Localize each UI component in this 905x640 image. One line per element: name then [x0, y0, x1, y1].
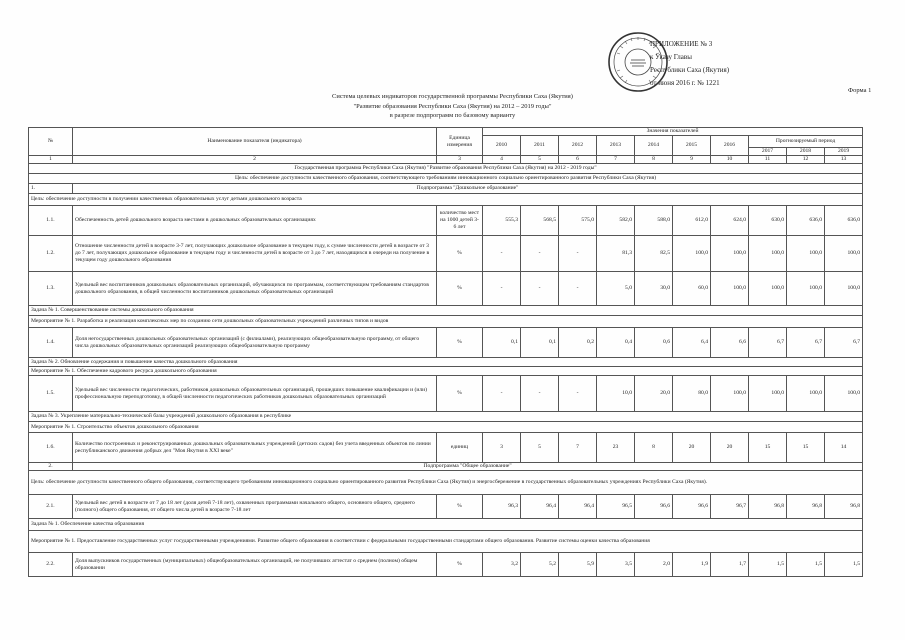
- row-value: 20,0: [635, 376, 673, 412]
- row-value: 1,7: [711, 553, 749, 577]
- table-row: [29, 553, 863, 577]
- task-label: Задача № 2. Обновление содержания и повышение качества дошкольного образования: [29, 358, 863, 367]
- program-goal-row: [29, 174, 863, 184]
- measure-row: [29, 531, 863, 553]
- col-num: 4: [483, 156, 521, 164]
- col-num: 12: [787, 156, 825, 164]
- col-num: 10: [711, 156, 749, 164]
- row-value: 100,0: [825, 376, 863, 412]
- indicators-table: [28, 127, 863, 577]
- header-forecast-year: 2019: [825, 148, 863, 156]
- header-year: 2014: [635, 136, 673, 156]
- row-value: -: [559, 376, 597, 412]
- row-value: 5,2: [521, 553, 559, 577]
- task-label: Задача № 1. Совершенствование системы дошкольного образования: [29, 306, 863, 316]
- row-value: 100,0: [749, 376, 787, 412]
- subprogram-title: Подпрограмма "Общее образование": [73, 463, 863, 471]
- row-unit: %: [437, 272, 483, 306]
- row-unit: %: [437, 376, 483, 412]
- row-value: 100,0: [749, 236, 787, 272]
- row-value: 3,2: [483, 553, 521, 577]
- row-value: 575,0: [559, 206, 597, 236]
- row-name: Удельный вес численности педагогических, работников дошкольных образовательных организаций, прошедших повышение квалификации и (или) профессиональную переподготовку, в общей численности педагогических работников дошкольных образовательных организаций: [73, 376, 437, 412]
- row-value: 100,0: [749, 272, 787, 306]
- row-value: 630,0: [749, 206, 787, 236]
- col-num: 8: [635, 156, 673, 164]
- col-num: 13: [825, 156, 863, 164]
- task-row: [29, 412, 863, 422]
- row-value: -: [483, 272, 521, 306]
- row-value: 80,0: [673, 376, 711, 412]
- row-value: 2,0: [635, 553, 673, 577]
- row-value: 0,2: [559, 328, 597, 358]
- row-value: 1,5: [787, 553, 825, 577]
- task-label: Задача № 1. Обеспечение качества образования: [29, 519, 863, 531]
- program-row: [29, 164, 863, 174]
- title-line-3: в разрезе подпрограмм по базовому варианту: [389, 112, 516, 119]
- col-num: 7: [597, 156, 635, 164]
- row-unit: единиц: [437, 433, 483, 463]
- row-value: 30,0: [635, 272, 673, 306]
- program-goal: Цель: обеспечение доступности качественного образования, соответствующего требованиям инновационного социально ориентированного развития Республики Саха (Якутия): [29, 174, 863, 184]
- row-value: 81,3: [597, 236, 635, 272]
- row-value: 100,0: [825, 272, 863, 306]
- row-value: 100,0: [787, 376, 825, 412]
- row-unit: %: [437, 236, 483, 272]
- row-name: Количество построенных и реконструированных дошкольных образовательных учреждений (детских садов) без учета введенных объектов по линии республиканского движения добрых дел "Моя Якутия в XXI веке": [73, 433, 437, 463]
- row-num: 1.6.: [29, 433, 73, 463]
- header-num: №: [29, 128, 73, 156]
- row-value: 23: [597, 433, 635, 463]
- row-value: 3,5: [597, 553, 635, 577]
- annex-line-date: от июня 2016 г. № 1221: [650, 79, 720, 87]
- col-num: 11: [749, 156, 787, 164]
- measure-label: Мероприятие № 1. Обеспечение кадрового ресурса дошкольного образования: [29, 367, 863, 376]
- row-num: 1.1.: [29, 206, 73, 236]
- row-value: 20: [711, 433, 749, 463]
- row-value: 588,0: [635, 206, 673, 236]
- row-value: 5,0: [597, 272, 635, 306]
- row-value: 0,1: [521, 328, 559, 358]
- col-num: 1: [29, 156, 73, 164]
- row-value: 15: [749, 433, 787, 463]
- subprogram-title: Подпрограмма "Дошкольное образование": [73, 184, 863, 194]
- measure-label: Мероприятие № 1. Предоставление государственных услуг государственными учреждениями. Развитие общего образования в соответствии с федеральными государственными стандартами общего образования. Развитие системы оценки качества образования: [29, 531, 863, 553]
- row-name: Удельный вес воспитанников дошкольных образовательных организаций, обучающихся по программам, соответствующим требованиям стандартов дошкольного образования, в общей численности воспитанников дошкольных образовательных организаций: [73, 272, 437, 306]
- row-value: 14: [825, 433, 863, 463]
- annex-title: ПРИЛОЖЕНИЕ № 3: [650, 40, 713, 48]
- measure-label: Мероприятие № 1. Разработка и реализация комплексных мер по созданию сети дошкольных образовательных учреждений различных типов и видов: [29, 316, 863, 328]
- row-value: 82,5: [635, 236, 673, 272]
- header-forecast-year: 2018: [787, 148, 825, 156]
- subprogram-num: 2.: [29, 463, 73, 471]
- row-value: 6,7: [749, 328, 787, 358]
- col-num: 3: [437, 156, 483, 164]
- row-value: 636,0: [825, 206, 863, 236]
- header-row: [29, 128, 863, 136]
- row-value: 6,7: [787, 328, 825, 358]
- row-value: 96,6: [673, 495, 711, 519]
- table-row: [29, 376, 863, 412]
- measure-label: Мероприятие № 1. Строительство объектов дошкольного образования: [29, 422, 863, 433]
- row-value: 1,5: [825, 553, 863, 577]
- header-year: 2016: [711, 136, 749, 156]
- goal-row: [29, 194, 863, 206]
- header-year: 2013: [597, 136, 635, 156]
- row-num: 1.3.: [29, 272, 73, 306]
- row-num: 2.2.: [29, 553, 73, 577]
- row-value: 100,0: [711, 376, 749, 412]
- row-value: 96,8: [825, 495, 863, 519]
- row-value: 100,0: [711, 272, 749, 306]
- row-value: 5: [521, 433, 559, 463]
- row-value: 10,0: [597, 376, 635, 412]
- row-value: 96,8: [749, 495, 787, 519]
- measure-row: [29, 422, 863, 433]
- row-num: 1.2.: [29, 236, 73, 272]
- row-value: 100,0: [711, 236, 749, 272]
- program-title: Государственная программа Республики Саха (Якутия) "Развитие образования Республики Саха (Якутия) на 2012 - 2019 годы": [29, 164, 863, 174]
- header-forecast: Прогнозируемый период: [749, 136, 863, 148]
- row-value: 582,0: [597, 206, 635, 236]
- subprogram-row: [29, 463, 863, 471]
- title-line-1: Система целевых индикаторов государственной программы Республики Саха (Якутия): [332, 93, 573, 100]
- col-num: 5: [521, 156, 559, 164]
- row-value: 20: [673, 433, 711, 463]
- goal-row: [29, 471, 863, 495]
- row-value: 1,5: [749, 553, 787, 577]
- row-value: 7: [559, 433, 597, 463]
- row-value: 624,0: [711, 206, 749, 236]
- col-num: 9: [673, 156, 711, 164]
- row-unit: %: [437, 553, 483, 577]
- row-value: 96,4: [559, 495, 597, 519]
- row-value: -: [559, 236, 597, 272]
- row-value: 5,9: [559, 553, 597, 577]
- row-value: -: [559, 272, 597, 306]
- row-name: Удельный вес детей в возрасте от 7 до 18 лет (доля детей 7-18 лет), охваченных программами начального общего, основного общего, среднего (полного) общего образования, от общего числа детей в возрасте 7-18 лет: [73, 495, 437, 519]
- row-value: 60,0: [673, 272, 711, 306]
- row-value: 100,0: [787, 272, 825, 306]
- header-forecast-year: 2017: [749, 148, 787, 156]
- table-row: [29, 272, 863, 306]
- subprogram-row: [29, 184, 863, 194]
- row-value: 100,0: [673, 236, 711, 272]
- measure-row: [29, 367, 863, 376]
- row-value: 6,7: [825, 328, 863, 358]
- row-value: 100,0: [825, 236, 863, 272]
- row-value: 0,4: [597, 328, 635, 358]
- subprogram-num: 1.: [29, 184, 73, 194]
- row-value: 96,3: [483, 495, 521, 519]
- row-value: 0,1: [483, 328, 521, 358]
- annex-line-decree: к Указу Главы: [650, 53, 692, 61]
- task-row: [29, 306, 863, 316]
- table-row: [29, 236, 863, 272]
- row-value: -: [521, 272, 559, 306]
- row-num: 2.1.: [29, 495, 73, 519]
- table-row: [29, 206, 863, 236]
- form-label: Форма 1: [848, 87, 872, 94]
- row-value: 636,0: [787, 206, 825, 236]
- row-value: 6,6: [711, 328, 749, 358]
- row-value: 96,8: [787, 495, 825, 519]
- row-num: 1.4.: [29, 328, 73, 358]
- col-num: 6: [559, 156, 597, 164]
- table-row: [29, 433, 863, 463]
- row-unit: %: [437, 328, 483, 358]
- row-num: 1.5.: [29, 376, 73, 412]
- row-value: 3: [483, 433, 521, 463]
- header-year: 2015: [673, 136, 711, 156]
- row-value: -: [483, 376, 521, 412]
- row-value: 6,4: [673, 328, 711, 358]
- annex-line-republic: Республики Саха (Якутия): [650, 66, 730, 74]
- row-name: Доля негосударственных дошкольных образовательных организаций (с филиалами), реализующих общеобразовательную программу, от общего числа дошкольных образовательных организаций реализующих общеобразовательную программу: [73, 328, 437, 358]
- row-value: -: [483, 236, 521, 272]
- row-value: 15: [787, 433, 825, 463]
- column-numbers-row: [29, 156, 863, 164]
- row-value: 96,4: [521, 495, 559, 519]
- subprogram-goal: Цель: обеспечение доступности в получении качественных образовательных услуг детьми дошкольного возраста: [29, 194, 863, 206]
- row-value: -: [521, 236, 559, 272]
- row-value: 555,3: [483, 206, 521, 236]
- header-year: 2012: [559, 136, 597, 156]
- row-name: Обеспеченность детей дошкольного возраста местами в дошкольных образовательных организациях: [73, 206, 437, 236]
- row-value: 612,0: [673, 206, 711, 236]
- row-name: Отношение численности детей в возрасте 3-7 лет, получающих дошкольное образование в текущем году, к сумме численности детей в возрасте от 3 до 7 лет, получающих дошкольное образование в текущем году и численности детей в возрасте от 3 до 7 лет, находящихся в очереди на получение в текущем году дошкольного образования: [73, 236, 437, 272]
- header-values: Значения показателей: [483, 128, 863, 136]
- header-year: 2011: [521, 136, 559, 156]
- header-name: Наименование показателя (индикатора): [73, 128, 437, 156]
- annex-block: [650, 38, 729, 90]
- row-value: 96,6: [635, 495, 673, 519]
- subprogram-goal: Цель: обеспечение доступности качественного общего образования, соответствующего требованиям инновационного социально ориентированного развития Республики Саха (Якутия) и энергосбережение в государственных образовательных учреждениях Республики Саха (Якутия).: [29, 471, 863, 495]
- document-title: [0, 92, 905, 121]
- row-value: -: [521, 376, 559, 412]
- header-year: 2010: [483, 136, 521, 156]
- row-value: 8: [635, 433, 673, 463]
- task-row: [29, 519, 863, 531]
- task-row: [29, 358, 863, 367]
- row-unit: %: [437, 495, 483, 519]
- table-row: [29, 495, 863, 519]
- col-num: 2: [73, 156, 437, 164]
- table-row: [29, 328, 863, 358]
- title-line-2: "Развитие образования Республики Саха (Якутия) на 2012 – 2019 годы": [353, 102, 552, 110]
- task-label: Задача № 3. Укрепление материально-технической базы учреждений дошкольного образования в республике: [29, 412, 863, 422]
- measure-row: [29, 316, 863, 328]
- row-unit: количество мест на 1000 детей 3-6 лет: [437, 206, 483, 236]
- row-value: 0,6: [635, 328, 673, 358]
- row-value: 568,5: [521, 206, 559, 236]
- header-unit: Единица измерения: [437, 128, 483, 156]
- row-value: 100,0: [787, 236, 825, 272]
- row-value: 96,7: [711, 495, 749, 519]
- row-value: 96,5: [597, 495, 635, 519]
- row-name: Доля выпускников государственных (муниципальных) общеобразовательных организаций, не получивших аттестат о среднем (полном) общем образовании: [73, 553, 437, 577]
- row-value: 1,9: [673, 553, 711, 577]
